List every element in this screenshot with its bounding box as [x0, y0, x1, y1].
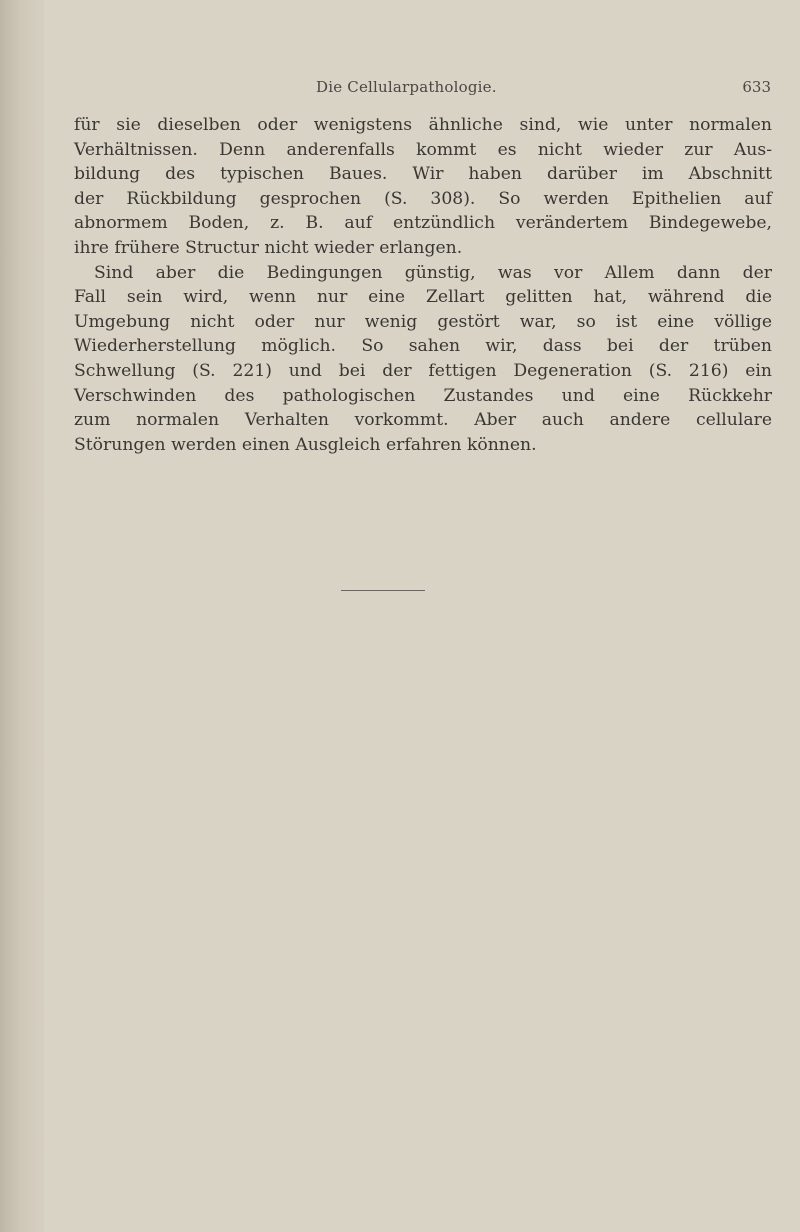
section-end-rule	[341, 590, 425, 591]
text-line: abnormem Boden, z. B. auf entzündlich verändertem Bindegewebe,	[74, 213, 772, 234]
page-number: 633	[742, 78, 771, 96]
text-line: Umgebung nicht oder nur wenig gestört war, so ist eine völlige	[74, 311, 772, 332]
page-gutter-shadow	[0, 0, 44, 1232]
text-line: Schwellung (S. 221) und bei der fettigen Degeneration (S. 216) ein	[74, 360, 772, 381]
text-line: Störungen werden einen Ausgleich erfahren können.	[74, 434, 537, 455]
text-line: Verhältnissen. Denn anderenfalls kommt es nicht wieder zur Aus-	[74, 139, 772, 160]
text-line: der Rückbildung gesprochen (S. 308). So werden Epithelien auf	[74, 188, 772, 209]
running-title: Die Cellularpathologie.	[316, 78, 497, 96]
running-header	[0, 78, 800, 102]
text-line: bildung des typischen Baues. Wir haben darüber im Abschnitt	[74, 164, 772, 185]
text-line: ihre frühere Structur nicht wieder erlangen.	[74, 237, 463, 258]
body-text	[74, 113, 772, 457]
text-line: zum normalen Verhalten vorkommt. Aber auch andere cellulare	[74, 410, 772, 431]
text-line: Verschwinden des pathologischen Zustandes und eine Rückkehr	[74, 385, 772, 406]
paragraph-1	[74, 113, 772, 261]
text-line: Wiederherstellung möglich. So sahen wir, dass bei der trüben	[74, 336, 772, 357]
text-line: Fall sein wird, wenn nur eine Zellart gelitten hat, während die	[74, 287, 772, 308]
text-line: für sie dieselben oder wenigstens ähnliche sind, wie unter normalen	[74, 115, 772, 135]
text-line: Sind aber die Bedingungen günstig, was vor Allem dann der	[94, 262, 772, 283]
paragraph-2	[74, 261, 772, 458]
